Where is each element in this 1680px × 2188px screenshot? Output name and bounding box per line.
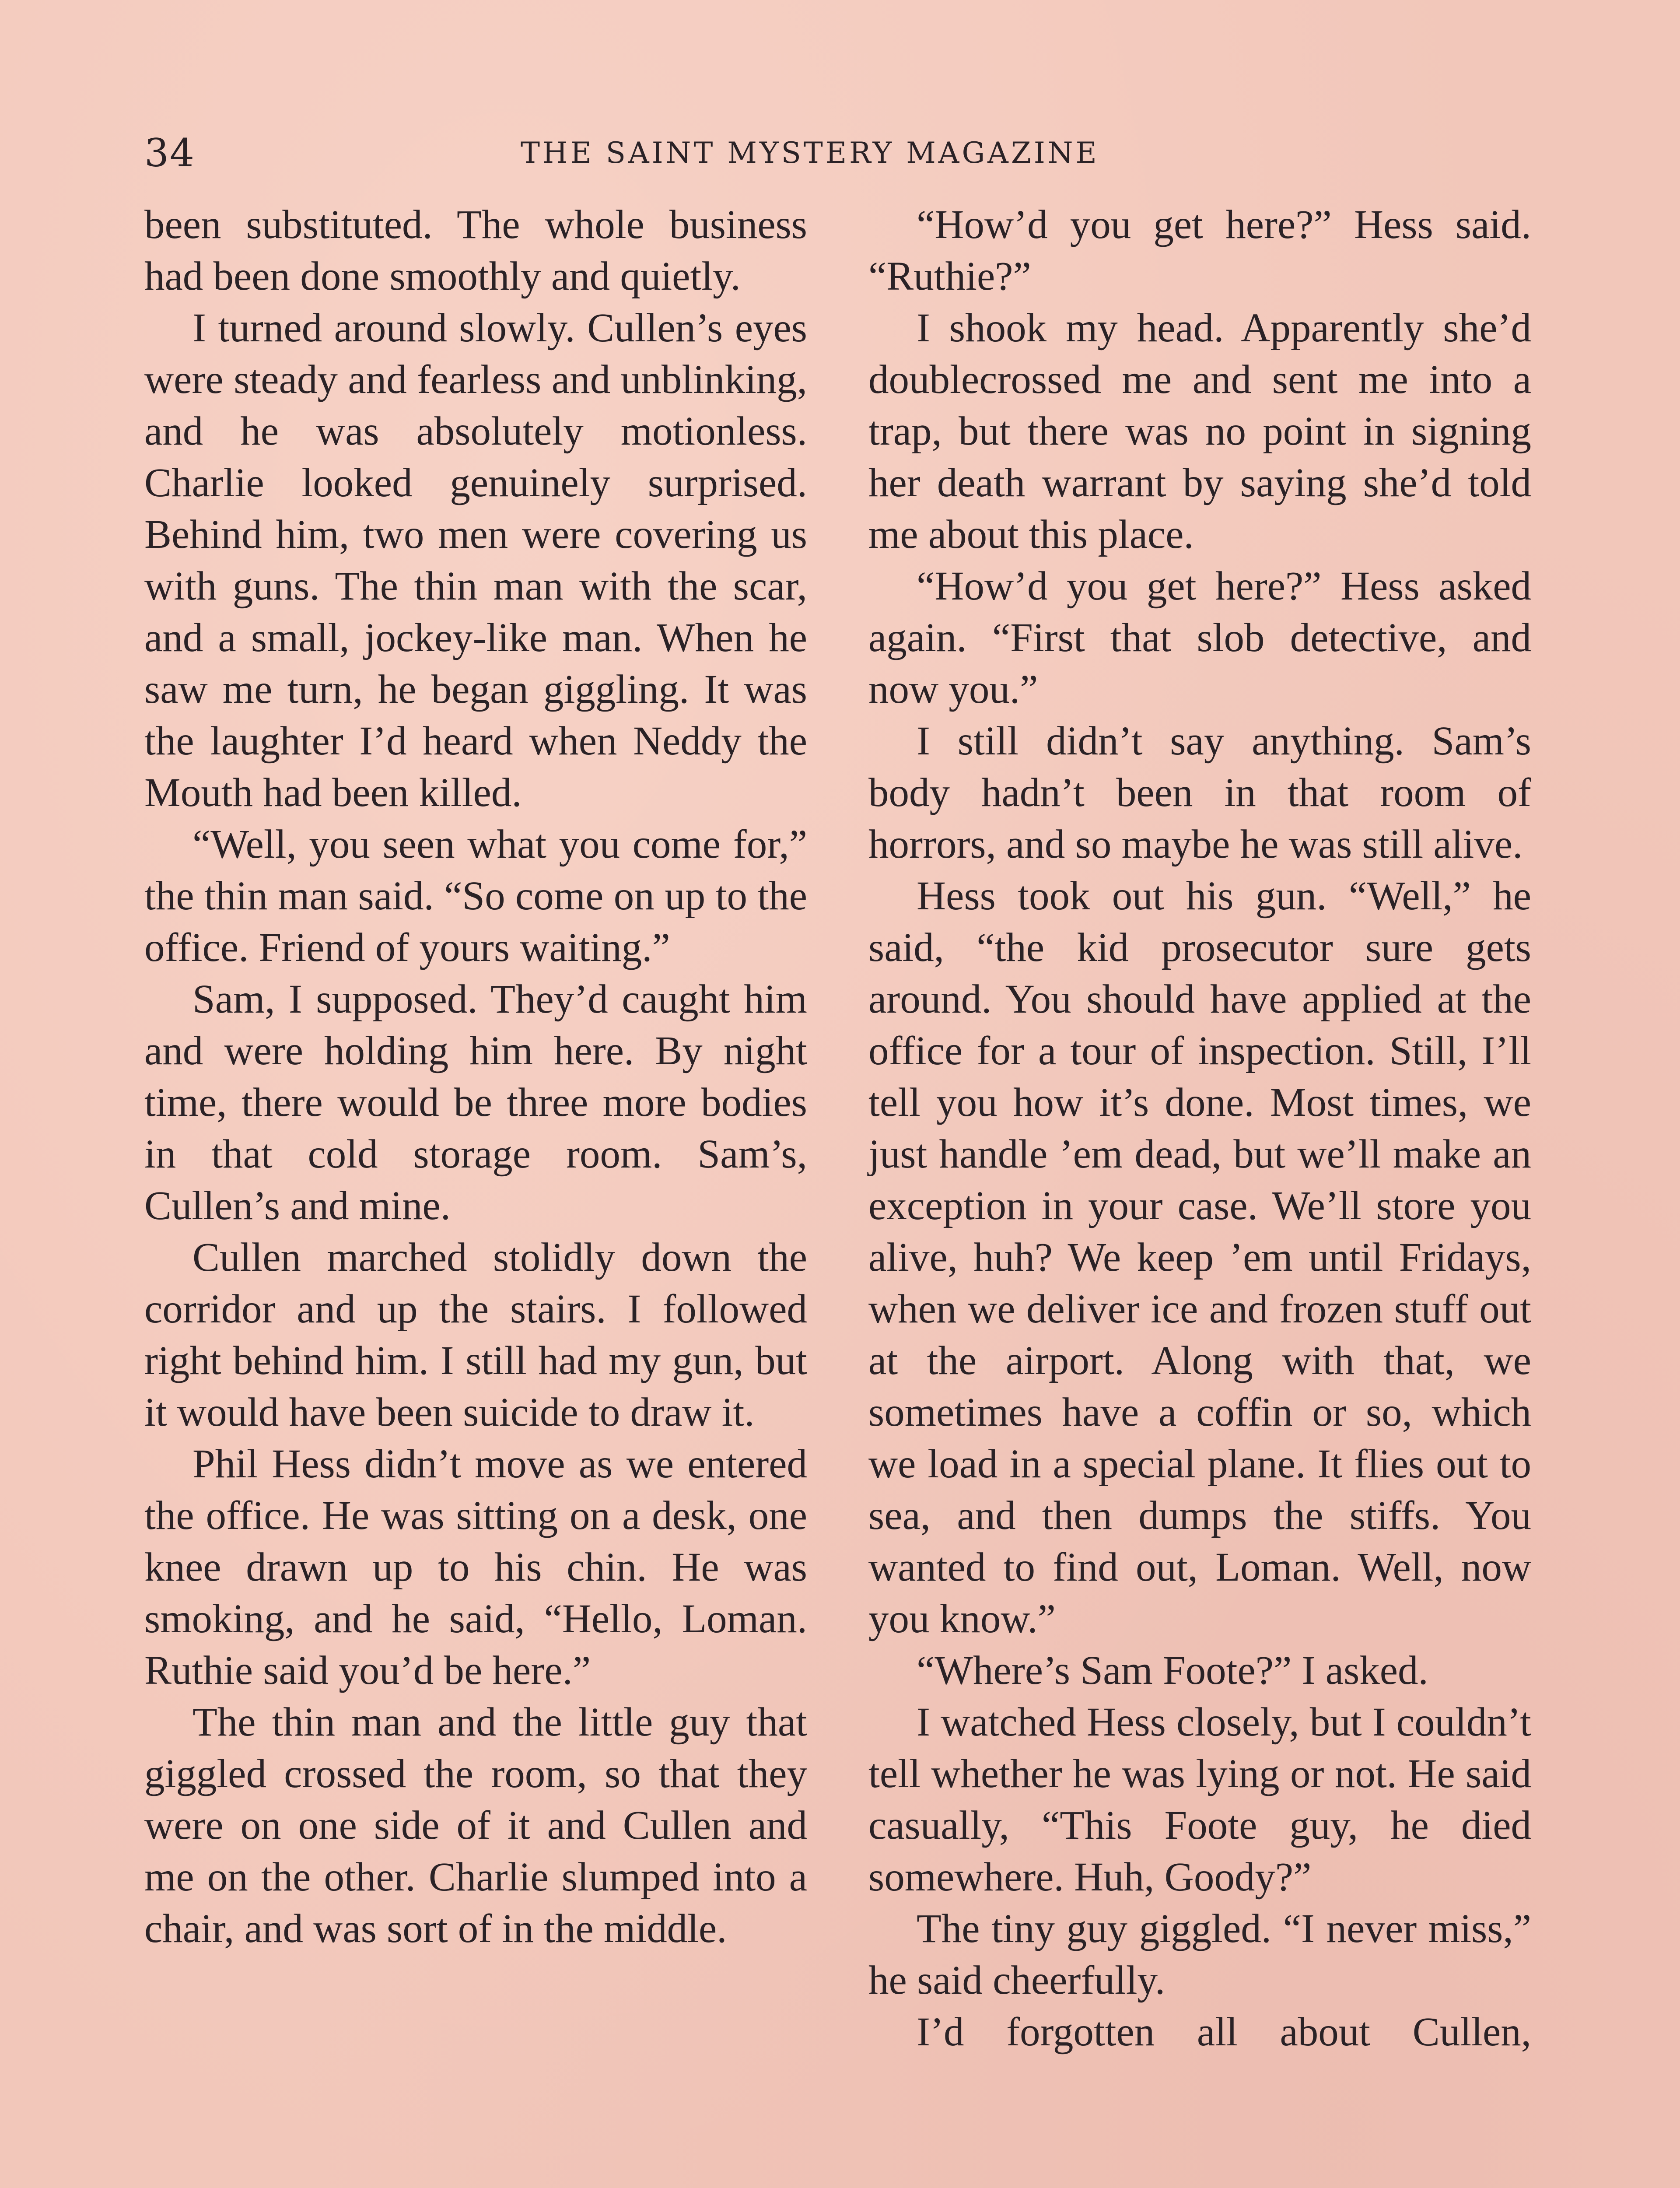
paragraph: I turned around slowly. Cullen’s eyes were steady and fearless and unblinking, and he was absolutely motionless. Charlie looked genuinely surprised. Behind him, two men were covering us with guns. The thin man with the scar, and a small, jockey-like man. When he saw me turn, he began giggling. It was the laughter I’d heard when Neddy the Mouth had been killed. xyxy=(144,305,807,815)
paragraph: been substituted. The whole business had been done smoothly and quietly. xyxy=(144,202,807,299)
left-column xyxy=(144,199,807,1955)
running-title: THE SAINT MYSTERY MAGAZINE xyxy=(521,136,1099,170)
right-column xyxy=(868,199,1531,2058)
paragraph: “How’d you get here?” Hess said. “Ruthie?” xyxy=(868,202,1531,299)
paragraph: I’d forgotten all about Cullen, xyxy=(917,2009,1531,2055)
paragraph: I still didn’t say anything. Sam’s body hadn’t been in that room of horrors, and so maybe he was still alive. xyxy=(868,719,1531,867)
paragraph: Sam, I supposed. They’d caught him and were holding him here. By night time, there would be three more bodies in that cold storage room. Sam’s, Cullen’s and mine. xyxy=(144,977,807,1228)
paragraph: I shook my head. Apparently she’d doublecrossed me and sent me into a trap, but there was no point in signing her death warrant by saying she’d told me about this place. xyxy=(868,305,1531,557)
page-number: 34 xyxy=(144,130,195,175)
page-header xyxy=(144,131,1536,175)
paragraph: The thin man and the little guy that giggled crossed the room, so that they were on one side of it and Cullen and me on the other. Charlie slumped into a chair, and was sort of in the middle. xyxy=(144,1700,807,1951)
paragraph: Hess took out his gun. “Well,” he said, “the kid prosecutor sure gets around. You should have applied at the office for a tour of inspection. Still, I’ll tell you how it’s done. Most times, we just handle ’em dead, but we’ll make an exception in your case. We’ll store you alive, huh? We keep ’em until Fridays, when we deliver ice and frozen stuff out at the airport. Along with that, we sometimes have a coffin or so, which we load in a special plane. It flies out to sea, and then dumps the stiffs. You wanted to find out, Loman. Well, now you know.” xyxy=(868,873,1531,1641)
paragraph: Phil Hess didn’t move as we entered the office. He was sitting on a desk, one knee drawn up to his chin. He was smoking, and he said, “Hello, Loman. Ruthie said you’d be here.” xyxy=(144,1441,807,1693)
paragraph: “How’d you get here?” Hess asked again. “First that slob detective, and now you.” xyxy=(868,564,1531,712)
paragraph: The tiny guy giggled. “I never miss,” he said cheerfully. xyxy=(868,1906,1531,2003)
paragraph: “Well, you seen what you come for,” the thin man said. “So come on up to the office. Friend of yours waiting.” xyxy=(144,822,807,970)
paragraph: Cullen marched stolidly down the corridor and up the stairs. I followed right behind him. I still had my gun, but it would have been suicide to draw it. xyxy=(144,1235,807,1435)
paragraph: “Where’s Sam Foote?” I asked. xyxy=(917,1648,1428,1693)
paragraph: I watched Hess closely, but I couldn’t tell whether he was lying or not. He said casually, “This Foote guy, he died somewhere. Huh, Goody?” xyxy=(868,1700,1531,1900)
